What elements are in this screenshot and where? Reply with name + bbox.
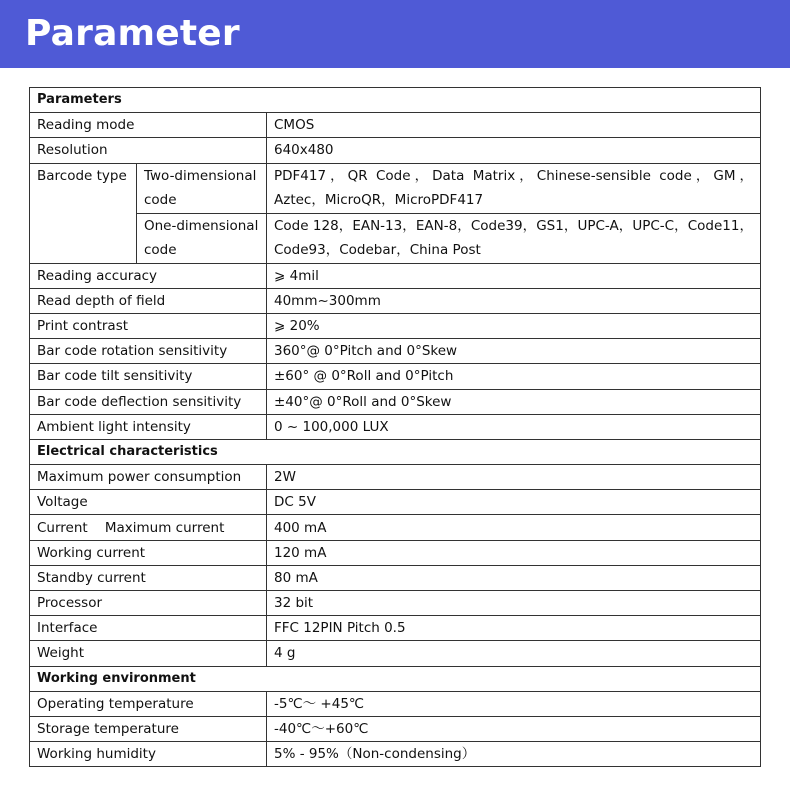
row-label: Interface: [30, 616, 267, 641]
row-label: Bar code rotation sensitivity: [30, 339, 267, 364]
header-banner: [0, 0, 790, 68]
row-label: Ambient light intensity: [30, 414, 267, 439]
row-value: 80 mA: [267, 565, 761, 590]
row-label: Reading accuracy: [30, 263, 267, 288]
row-label: Maximum power consumption: [30, 465, 267, 490]
table-row: [30, 716, 761, 741]
spec-table: [29, 87, 761, 767]
section-header-electrical: Electrical characteristics: [30, 439, 761, 464]
table-row: [30, 515, 761, 540]
table-row: [30, 666, 761, 691]
row-label: Barcode type: [30, 163, 137, 263]
row-label: Reading mode: [30, 113, 267, 138]
section-header-environment: Working environment: [30, 666, 761, 691]
table-row: [30, 313, 761, 338]
row-label: Resolution: [30, 138, 267, 163]
table-row: [30, 113, 761, 138]
row-label: Standby current: [30, 565, 267, 590]
row-label: Processor: [30, 591, 267, 616]
table-row: [30, 414, 761, 439]
row-value: 32 bit: [267, 591, 761, 616]
row-value: 0 ~ 100,000 LUX: [267, 414, 761, 439]
row-label: Operating temperature: [30, 691, 267, 716]
table-row: [30, 88, 761, 113]
table-row: [30, 540, 761, 565]
row-value: 4 g: [267, 641, 761, 666]
row-value: PDF417，QR Code，Data Matrix，Chinese-sensible code，GM，Aztec，MicroQR，MicroPDF417: [267, 163, 761, 213]
table-row: [30, 490, 761, 515]
row-value: ⩾ 20%: [267, 313, 761, 338]
table-row: [30, 465, 761, 490]
row-value: 640x480: [267, 138, 761, 163]
row-value: CMOS: [267, 113, 761, 138]
table-row: [30, 263, 761, 288]
row-label: Voltage: [30, 490, 267, 515]
row-sublabel: Two-dimensional code: [137, 163, 267, 213]
row-label: Bar code tilt sensitivity: [30, 364, 267, 389]
row-value: ±60° @ 0°Roll and 0°Pitch: [267, 364, 761, 389]
row-value: 120 mA: [267, 540, 761, 565]
row-value: -5℃～ +45℃: [267, 691, 761, 716]
table-row: [30, 364, 761, 389]
table-row: [30, 565, 761, 590]
page-title: Parameter: [25, 13, 240, 54]
row-value: -40℃～+60℃: [267, 716, 761, 741]
row-label: Bar code deflection sensitivity: [30, 389, 267, 414]
row-value: 40mm~300mm: [267, 288, 761, 313]
table-row: [30, 339, 761, 364]
table-row: [30, 616, 761, 641]
table-row: [30, 591, 761, 616]
row-label: Working humidity: [30, 742, 267, 767]
table-row: [30, 439, 761, 464]
table-row: [30, 213, 761, 263]
row-label: Print contrast: [30, 313, 267, 338]
table-row: [30, 138, 761, 163]
row-label: Weight: [30, 641, 267, 666]
row-value: 5% - 95%（Non-condensing）: [267, 742, 761, 767]
row-value: FFC 12PIN Pitch 0.5: [267, 616, 761, 641]
row-value: 400 mA: [267, 515, 761, 540]
row-label: Current Maximum current: [30, 515, 267, 540]
section-header-parameters: Parameters: [30, 88, 761, 113]
row-value: DC 5V: [267, 490, 761, 515]
table-row: [30, 288, 761, 313]
row-label: Read depth of field: [30, 288, 267, 313]
table-row: [30, 691, 761, 716]
row-sublabel: One-dimensional code: [137, 213, 267, 263]
table-row: [30, 163, 761, 213]
row-value: ±40°@ 0°Roll and 0°Skew: [267, 389, 761, 414]
row-value: Code 128，EAN-13，EAN-8，Code39，GS1，UPC-A，UPC-C，Code11，Code93，Codebar，China Post: [267, 213, 761, 263]
row-value: ⩾ 4mil: [267, 263, 761, 288]
row-label: Working current: [30, 540, 267, 565]
table-row: [30, 641, 761, 666]
table-row: [30, 389, 761, 414]
row-value: 360°@ 0°Pitch and 0°Skew: [267, 339, 761, 364]
row-label: Storage temperature: [30, 716, 267, 741]
table-row: [30, 742, 761, 767]
row-value: 2W: [267, 465, 761, 490]
